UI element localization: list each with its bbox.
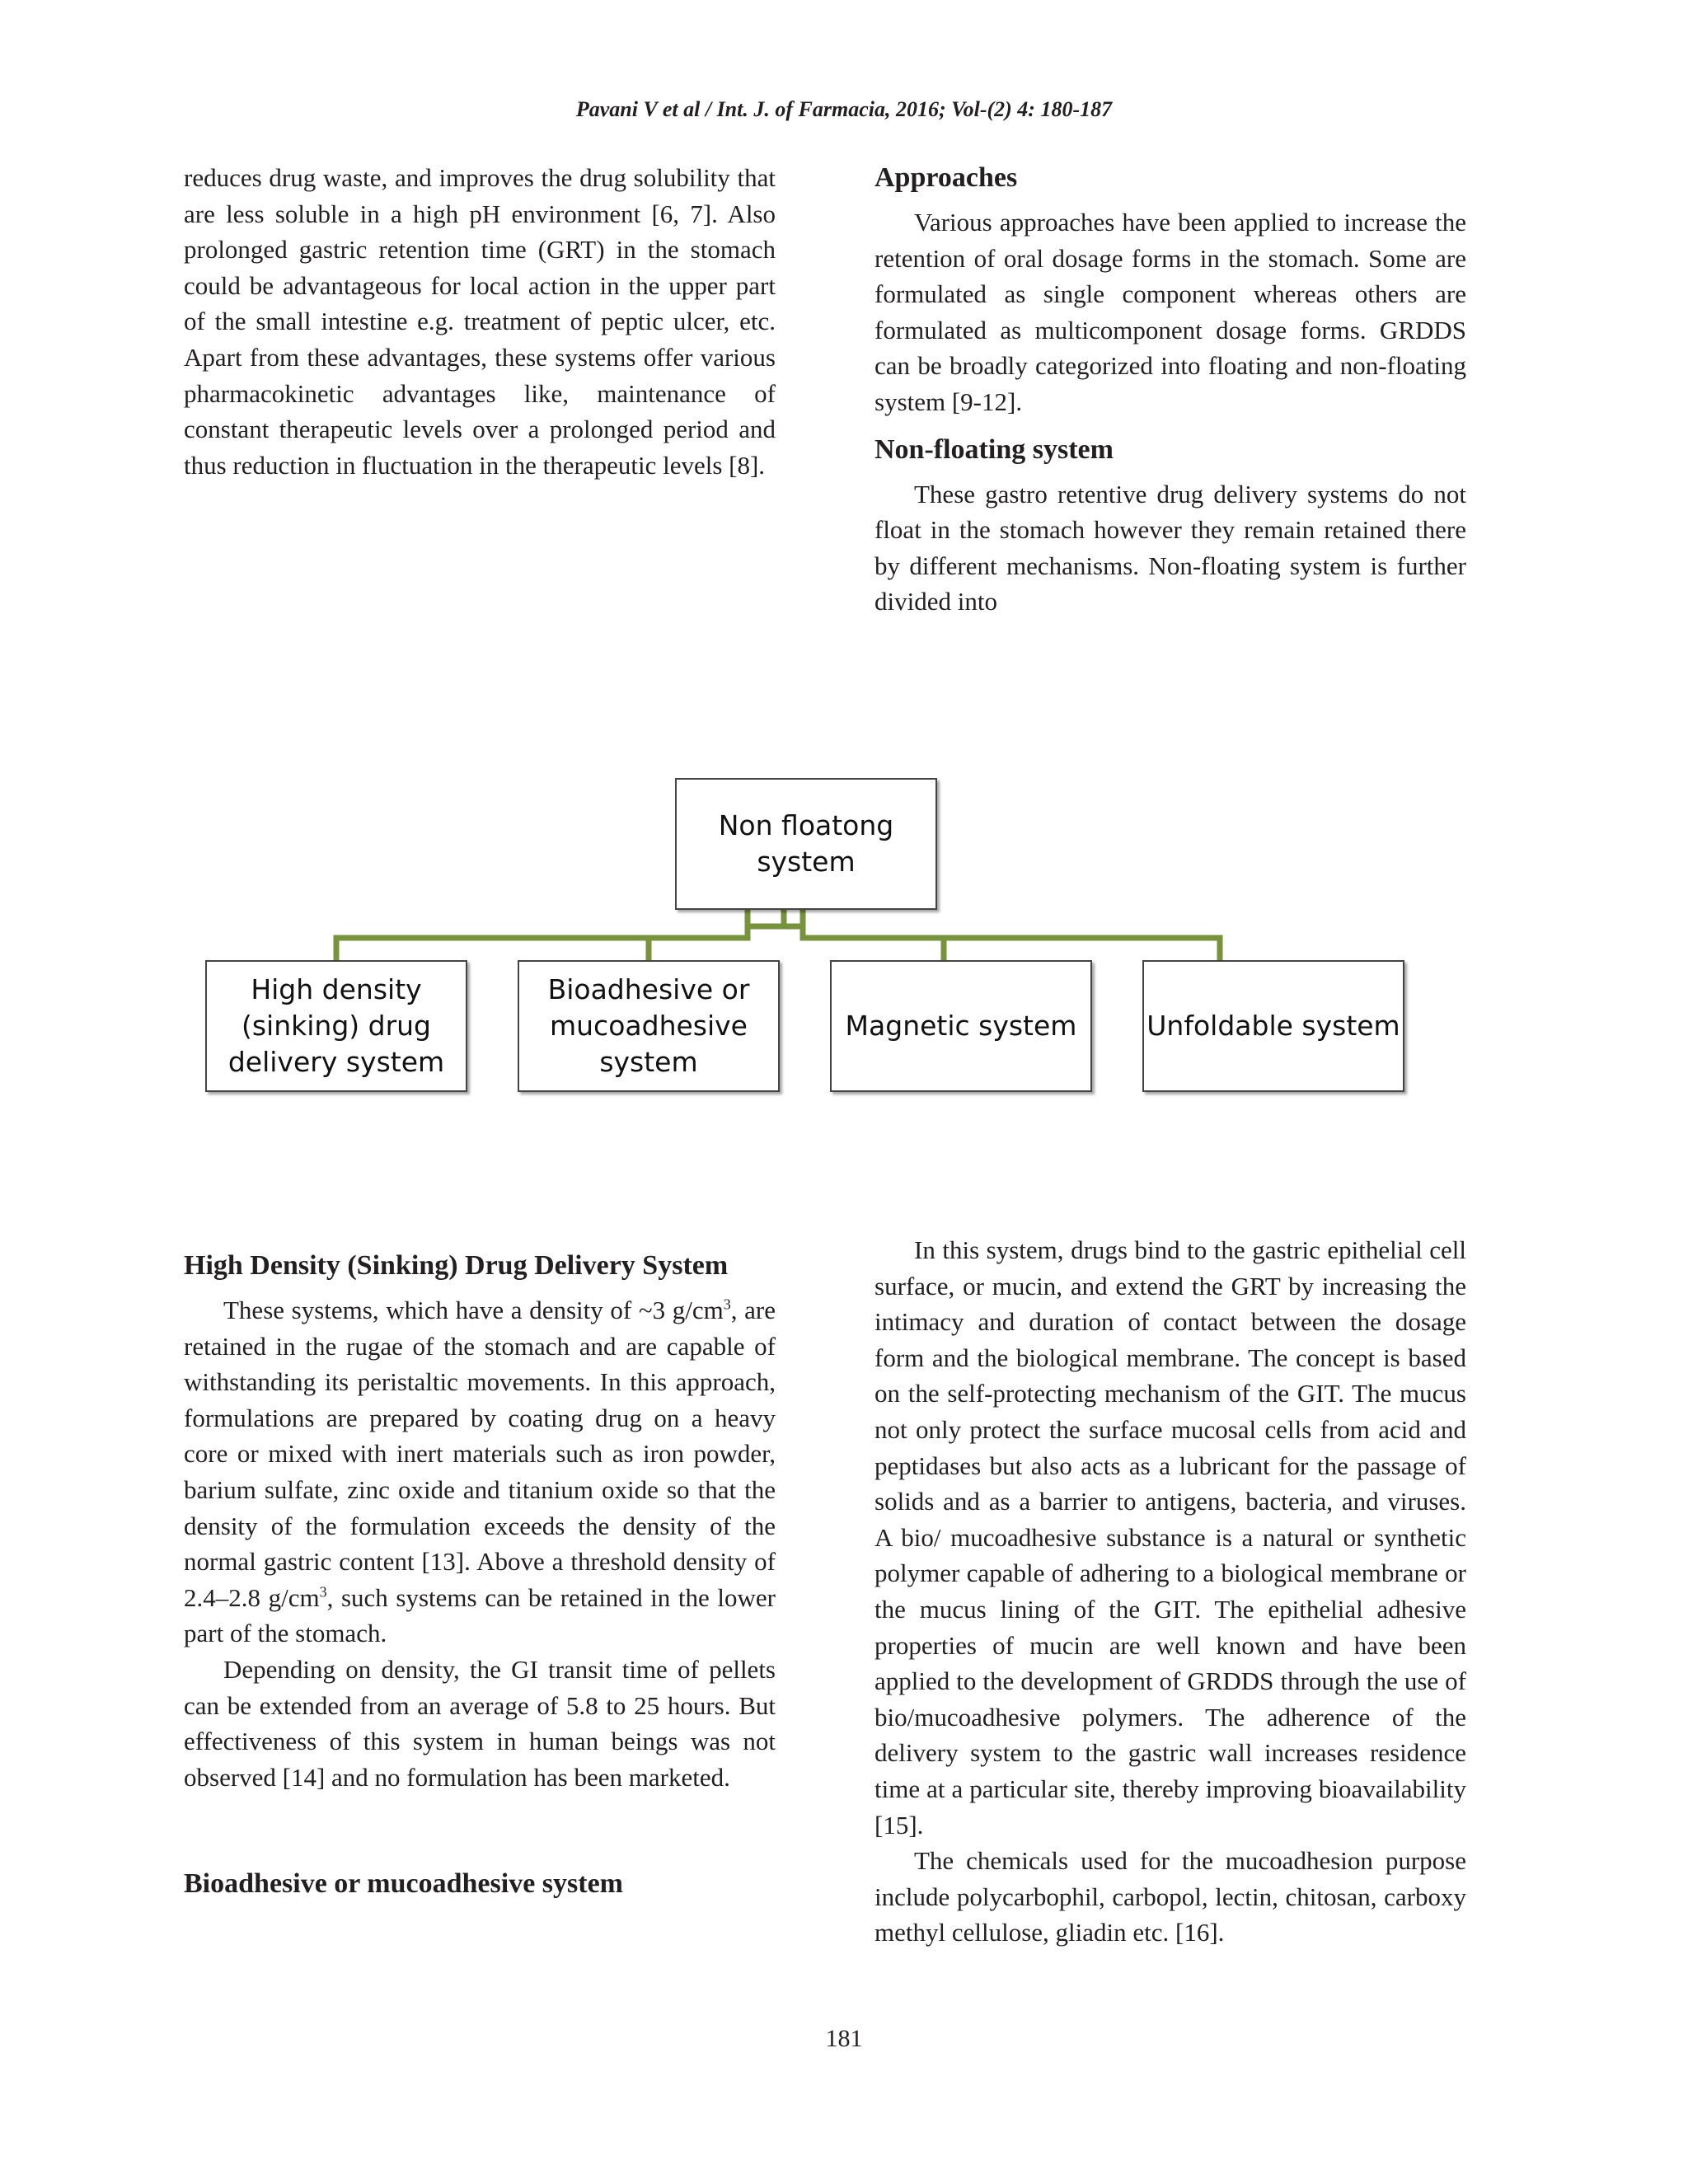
paragraph-advantages: reduces drug waste, and improves the drug solubility that are less soluble in a high pH environment [6, 7]. Also prolonged gastric retention time (GRT) in the stomach could be advantageous for local action in the upper part of the small intestine e.g. treatment of peptic ulcer, etc. Apart from these advantages, these systems offer various pharmacokinetic advantages like, maintenance of constant therapeutic levels over a prolonged period and thus reduction in fluctuation in the therapeutic levels [8]. — [184, 163, 776, 480]
node-label-line: system — [757, 846, 856, 878]
paragraph-mucoadhesion-chemicals: The chemicals used for the mucoadhesion purpose include polycarbophil, carbopol, lectin, chitosan, carboxy methyl cellulose, gliadin etc. [16]. — [874, 1846, 1466, 1947]
paragraph-high-density — [184, 1292, 776, 1652]
text-run: These systems, which have a density of ~3 g/cm — [223, 1296, 724, 1324]
page-number: 181 — [825, 2025, 863, 2052]
right-column-bottom — [874, 1232, 1466, 1951]
node-label-line: Unfoldable system — [1146, 1010, 1400, 1042]
paragraph-approaches: Various approaches have been applied to increase the retention of oral dosage forms in the stomach. Some are formulated as single component whereas others are formulated as multicomponent dosage forms. GRDDS can be broadly categorized into floating and non-floating system [9-12]. — [874, 208, 1466, 416]
paragraph-non-floating-system: These gastro retentive drug delivery systems do not float in the stomach however they remain retained there by different mechanisms. Non-floating system is further divided into — [874, 479, 1466, 616]
heading-bioadhesive-system: Bioadhesive or mucoadhesive system — [184, 1868, 623, 1900]
superscript: 3 — [723, 1296, 731, 1313]
node-label-line: High density — [251, 973, 422, 1005]
running-head: Pavani V et al / Int. J. of Farmacia, 2016; Vol-(2) 4: 180-187 — [575, 97, 1113, 121]
node-label-line: (sinking) drug — [241, 1010, 432, 1042]
diagram-node-non-floating-system — [675, 778, 937, 910]
node-label-line: Non floatong — [718, 809, 894, 841]
heading-approaches: Approaches — [874, 162, 1018, 193]
node-label-line: Magnetic system — [845, 1010, 1077, 1042]
node-label-line: system — [599, 1046, 698, 1078]
heading-non-floating-system: Non-floating system — [874, 434, 1114, 465]
diagram-node-unfoldable-system — [1142, 960, 1404, 1092]
left-column-bottom — [184, 1248, 776, 1902]
node-label-line: delivery system — [227, 1046, 445, 1078]
superscript: 3 — [319, 1583, 327, 1601]
node-label-line: Bioadhesive or — [547, 973, 750, 1005]
text-run: , are retained in the rugae of the stomach and are capable of withstanding its peristaltic movements. In this approach, formulations are prepared by coating drug on a heavy core or mixed with inert materials such as iron powder, barium sulfate, zinc oxide and titanium oxide so that the density of the formulation exceeds the density of the normal gastric content [13]. Above a threshold density of 2.4–2.8 g/cm — [184, 1296, 776, 1612]
diagram-node-magnetic-system — [830, 960, 1092, 1092]
text-run: , such systems can be retained in the lower part of the stomach. — [184, 1582, 776, 1648]
diagram-node-bioadhesive-system — [518, 960, 780, 1092]
heading-high-density-system: High Density (Sinking) Drug Delivery System — [184, 1250, 729, 1281]
node-label-line: mucoadhesive — [550, 1010, 748, 1042]
right-column-top — [874, 160, 1466, 620]
paragraph-mucoadhesion-mechanism: In this system, drugs bind to the gastric epithelial cell surface, or mucin, and extend the GRT by increasing the intimacy and duration of contact between the dosage form and the biological membrane. The concept is based on the self-protecting mechanism of the GIT. The mucus not only protect the surface mucosal cells from acid and peptidases but also acts as a lubricant for the passage of solids and as a barrier to antigens, bacteria, and viruses. A bio/ mucoadhesive substance is a natural or synthetic polymer capable of adhering to a biological membrane or the mucus lining of the GIT. The epithelial adhesive properties of mucin are well known and have been applied to the development of GRDDS through the use of bio/mucoadhesive polymers. The adherence of the delivery system to the gastric wall increases residence time at a particular site, thereby improving bioavailability [15]. — [874, 1235, 1466, 1840]
paragraph-transit-time: Depending on density, the GI transit time of pellets can be extended from an average of 5.8 to 25 hours. But effectiveness of this system in human beings was not observed [14] and no formulation has been marketed. — [184, 1654, 776, 1792]
left-column-top — [184, 160, 776, 483]
diagram-node-high-density-system — [205, 960, 467, 1092]
